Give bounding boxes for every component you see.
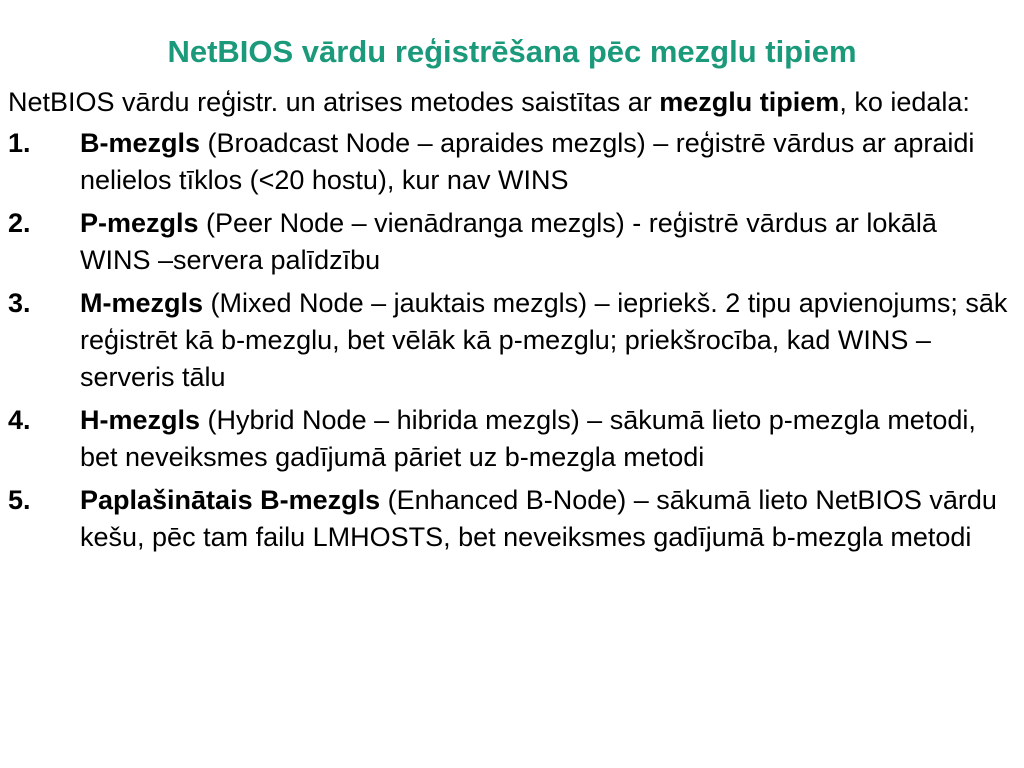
item-description: (Mixed Node – jauktais mezgls) – iepriekš. 2 tipu apvienojums; sāk reģistrēt kā b-mezglu, bet vēlāk kā p-mezglu; priekšrocība, kad WINS –serveris tālu: [80, 288, 1008, 392]
item-term: Paplašinātais B-mezgls: [80, 485, 381, 515]
item-number: 4.: [8, 405, 31, 435]
list-item: [8, 285, 1012, 396]
item-description: (Peer Node – vienādranga mezgls) - reģistrē vārdus ar lokālā WINS –servera palīdzību: [80, 208, 937, 275]
item-description: (Hybrid Node – hibrida mezgls) – sākumā lieto p-mezgla metodi, bet neveiksmes gadījumā pāriet uz b-mezgla metodi: [80, 405, 976, 472]
list-item: [8, 125, 1012, 199]
item-description: (Broadcast Node – apraides mezgls) – reģistrē vārdus ar apraidi nelielos tīklos (<20 hostu), kur nav WINS: [80, 128, 975, 195]
item-number: 5.: [8, 485, 31, 515]
intro-text: NetBIOS vārdu reģistr. un atrises metodes saistītas ar: [8, 87, 660, 117]
intro-bold-term: mezglu tipiem: [659, 87, 840, 117]
slide-body: [8, 84, 1012, 562]
item-number: 1.: [8, 128, 31, 158]
item-term: H-mezgls: [80, 405, 201, 435]
item-term: P-mezgls: [80, 208, 199, 238]
item-number: 3.: [8, 288, 31, 318]
list-item: [8, 402, 1012, 476]
intro-paragraph: [8, 84, 1012, 121]
item-number: 2.: [8, 208, 31, 238]
item-description: (Enhanced B-Node) – sākumā lieto NetBIOS vārdu kešu, pēc tam failu LMHOSTS, bet neveiksmes gadījumā b-mezgla metodi: [80, 485, 997, 552]
item-term: B-mezgls: [80, 128, 201, 158]
item-term: M-mezgls: [80, 288, 204, 318]
intro-text-end: , ko iedala:: [839, 87, 970, 117]
list-item: [8, 482, 1012, 556]
slide-title: NetBIOS vārdu reģistrēšana pēc mezglu tipiem: [167, 34, 857, 69]
list-item: [8, 205, 1012, 279]
